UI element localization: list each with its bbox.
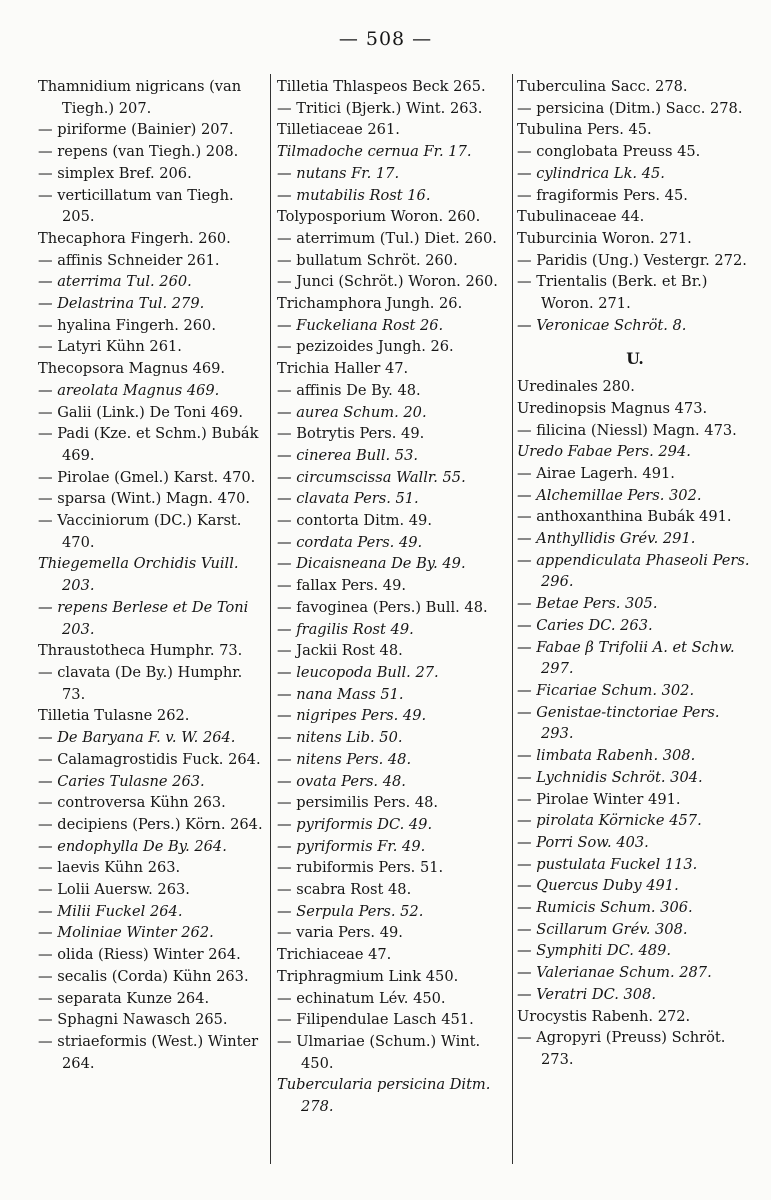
- index-entry-text: — affinis De By. 48.: [277, 381, 421, 399]
- index-entry-text: — sparsa (Wint.) Magn. 470.: [38, 490, 251, 508]
- index-entry-text: — nana Mass 51.: [277, 685, 404, 703]
- index-entry-text: — favoginea (Pers.) Bull. 48.: [277, 598, 488, 616]
- index-entry: [517, 615, 753, 637]
- index-entry-text: — circumscissa Wallr. 55.: [277, 468, 466, 486]
- index-entry: [38, 771, 264, 793]
- index-entry-text: Thecaphora Fingerh. 260.: [38, 229, 231, 247]
- index-entry-text: — fallax Pers. 49.: [277, 577, 406, 595]
- index-entry: [277, 553, 509, 575]
- index-entry-text: — verticillatum van Tiegh. 205.: [38, 186, 234, 226]
- index-entry-text: — pyriformis DC. 49.: [277, 815, 433, 833]
- index-entry-text: — appendiculata Phaseoli Pers. 296.: [517, 551, 750, 591]
- index-entry: [277, 662, 509, 684]
- index-entry: [517, 1027, 753, 1070]
- index-column-3: [517, 76, 753, 1071]
- index-entry-text: Trichiaceae 47.: [277, 946, 392, 964]
- index-entry: [38, 488, 264, 510]
- index-entry: [38, 901, 264, 923]
- index-entry: [277, 640, 509, 662]
- index-entry-text: Thecopsora Magnus 469.: [38, 360, 226, 378]
- index-entry: [277, 250, 509, 272]
- index-entry-text: — Caries DC. 263.: [517, 616, 653, 634]
- index-entry-text: — pirolata Körnicke 457.: [517, 812, 702, 830]
- index-entry: [277, 293, 509, 315]
- index-entry-text: — Airae Lagerh. 491.: [517, 464, 675, 482]
- index-entry: [277, 467, 509, 489]
- index-entry-text: — Lychnidis Schröt. 304.: [517, 768, 703, 786]
- index-entry: [517, 637, 753, 680]
- index-entry-text: — Ficariae Schum. 302.: [517, 681, 695, 699]
- index-entry-text: — Padi (Kze. et Schm.) Bubák 469.: [38, 425, 259, 464]
- index-entry: [517, 854, 753, 876]
- index-entry: [277, 98, 509, 120]
- index-entry-text: — conglobata Preuss 45.: [517, 143, 701, 161]
- index-entry-text: Triphragmium Link 450.: [277, 967, 459, 985]
- index-entry: [277, 749, 509, 771]
- index-entry: [277, 228, 509, 250]
- index-entry: [517, 919, 753, 941]
- index-entry: [277, 336, 509, 358]
- index-entry: [517, 228, 753, 250]
- index-entry: [517, 984, 753, 1006]
- index-entry-text: — Scillarum Grév. 308.: [517, 920, 688, 938]
- index-entry-text: — pustulata Fuckel 113.: [517, 855, 698, 873]
- index-entry-text: Trichia Haller 47.: [277, 360, 409, 378]
- index-entry: [277, 684, 509, 706]
- index-entry-text: — clavata (De By.) Humphr. 73.: [38, 663, 243, 703]
- index-entry-text: — Botrytis Pers. 49.: [277, 425, 425, 443]
- index-entry-text: Tuberculina Sacc. 278.: [517, 78, 688, 95]
- index-entry-text: — scabra Rost 48.: [277, 881, 412, 899]
- index-entry: [277, 119, 509, 141]
- index-entry: [38, 640, 264, 662]
- index-entry-text: — nigripes Pers. 49.: [277, 707, 427, 725]
- index-entry: [517, 485, 753, 507]
- index-entry: [277, 619, 509, 641]
- index-entry-text: — Porri Sow. 403.: [517, 833, 649, 851]
- index-entry-text: Trichamphora Jungh. 26.: [277, 295, 463, 313]
- column-divider: [512, 74, 513, 1164]
- index-entry-text: — bullatum Schröt. 260.: [277, 251, 458, 269]
- index-entry: [38, 336, 264, 358]
- index-entry: [38, 1031, 264, 1074]
- index-entry: [277, 271, 509, 293]
- index-entry: [38, 250, 264, 272]
- index-entry: [38, 467, 264, 489]
- index-entry: [38, 597, 264, 640]
- index-entry: [38, 423, 264, 466]
- index-entry-text: — mutabilis Rost 16.: [277, 186, 431, 204]
- index-entry: [517, 441, 753, 463]
- index-entry-text: — Dicaisneana De By. 49.: [277, 555, 466, 573]
- index-entry: [517, 767, 753, 789]
- index-entry-text: Uredinopsis Magnus 473.: [517, 399, 708, 417]
- index-entry: [517, 962, 753, 984]
- index-entry: [517, 593, 753, 615]
- index-entry: [38, 727, 264, 749]
- index-entry-text: — Betae Pers. 305.: [517, 595, 658, 613]
- index-entry-text: — Latyri Kühn 261.: [38, 338, 182, 356]
- index-entry: [277, 879, 509, 901]
- index-entry-text: — secalis (Corda) Kühn 263.: [38, 967, 249, 985]
- index-entry: [517, 832, 753, 854]
- index-entry: [277, 206, 509, 228]
- section-heading: [517, 348, 753, 370]
- index-entry-text: — filicina (Niessl) Magn. 473.: [517, 421, 737, 439]
- index-entry-text: — Sphagni Nawasch 265.: [38, 1011, 228, 1029]
- index-entry: [517, 163, 753, 185]
- index-entry: [277, 575, 509, 597]
- index-entry-text: — leucopoda Bull. 27.: [277, 663, 439, 681]
- index-entry: [277, 922, 509, 944]
- index-entry-text: U.: [626, 349, 644, 369]
- index-entry: [38, 553, 264, 596]
- index-entry: [277, 76, 509, 98]
- index-entry: [277, 315, 509, 337]
- index-entry: [38, 271, 264, 293]
- index-entry: [517, 420, 753, 442]
- index-entry: [38, 1009, 264, 1031]
- index-entry: [38, 705, 264, 727]
- index-entry-text: — De Baryana F. v. W. 264.: [38, 729, 236, 747]
- index-entry-text: — Ulmariae (Schum.) Wint. 450.: [277, 1032, 481, 1072]
- index-entry-text: — Trientalis (Berk. et Br.) Woron. 271.: [517, 273, 708, 313]
- index-entry: [517, 789, 753, 811]
- index-entry: [277, 185, 509, 207]
- index-entry-text: — nitens Pers. 48.: [277, 750, 412, 768]
- index-entry-text: — repens (van Tiegh.) 208.: [38, 143, 239, 161]
- column-divider: [270, 74, 271, 1164]
- index-entry-text: — controversa Kühn 263.: [38, 794, 226, 812]
- index-entry: [517, 376, 753, 398]
- index-entry: [517, 810, 753, 832]
- index-entry: [517, 528, 753, 550]
- index-entry: [38, 662, 264, 705]
- index-entry-text: Tilmadoche cernua Fr. 17.: [277, 143, 472, 161]
- index-entry-text: — Serpula Pers. 52.: [277, 902, 424, 920]
- index-entry-text: — Genistae-tinctoriae Pers. 293.: [517, 703, 720, 743]
- index-entry: [517, 98, 753, 120]
- index-entry-text: — Delastrina Tul. 279.: [38, 295, 205, 313]
- index-entry-text: — cinerea Bull. 53.: [277, 446, 419, 464]
- index-entry-text: Tubulinaceae 44.: [517, 208, 645, 226]
- index-entry-text: — clavata Pers. 51.: [277, 490, 419, 508]
- index-entry-text: — echinatum Lév. 450.: [277, 989, 446, 1007]
- index-entry-text: — piriforme (Bainier) 207.: [38, 121, 234, 139]
- index-entry: [38, 380, 264, 402]
- index-entry-text: — areolata Magnus 469.: [38, 381, 220, 399]
- index-entry-text: — Fabae β Trifolii A. et Schw. 297.: [517, 638, 735, 678]
- index-entry-text: — cylindrica Lk. 45.: [517, 164, 665, 182]
- index-entry-text: — repens Berlese et De Toni 203.: [38, 598, 249, 638]
- index-entry: [38, 836, 264, 858]
- index-entry-text: — Pirolae (Gmel.) Karst. 470.: [38, 468, 256, 486]
- index-entry: [517, 506, 753, 528]
- index-entry: [517, 702, 753, 745]
- index-entry: [517, 315, 753, 337]
- index-entry-text: — Veronicae Schröt. 8.: [517, 316, 687, 334]
- index-entry-text: — endophylla De By. 264.: [38, 837, 227, 855]
- index-entry-text: Tuburcinia Woron. 271.: [517, 229, 692, 247]
- index-entry: [517, 550, 753, 593]
- index-entry-text: — nitens Lib. 50.: [277, 729, 403, 747]
- index-entry: [517, 463, 753, 485]
- index-entry: [277, 944, 509, 966]
- index-entry: [517, 271, 753, 314]
- index-entry-text: Thamnidium nigricans (van Tiegh.) 207.: [38, 78, 242, 117]
- index-entry-text: Tolyposporium Woron. 260.: [277, 208, 481, 226]
- index-entry-text: — aterrimum (Tul.) Diet. 260.: [277, 229, 497, 247]
- index-entry-text: — Anthyllidis Grév. 291.: [517, 530, 696, 548]
- index-entry-text: — Vacciniorum (DC.) Karst. 470.: [38, 512, 242, 551]
- index-entry-text: — Quercus Duby 491.: [517, 877, 679, 895]
- index-entry: [38, 944, 264, 966]
- index-entry-text: — Junci (Schröt.) Woron. 260.: [277, 273, 498, 291]
- index-entry: [517, 141, 753, 163]
- index-entry: [517, 745, 753, 767]
- index-entry: [277, 857, 509, 879]
- index-entry: [277, 836, 509, 858]
- index-column-2: [277, 76, 509, 1118]
- index-entry-text: — contorta Ditm. 49.: [277, 512, 432, 530]
- index-entry-text: — olida (Riess) Winter 264.: [38, 946, 241, 964]
- index-entry: [38, 510, 264, 553]
- index-entry: [517, 185, 753, 207]
- index-entry: [277, 901, 509, 923]
- index-entry: [517, 875, 753, 897]
- index-entry-text: — rubiformis Pers. 51.: [277, 859, 444, 877]
- index-entry-text: Uredinales 280.: [517, 378, 635, 396]
- index-entry-text: — Filipendulae Lasch 451.: [277, 1011, 474, 1029]
- index-entry: [517, 250, 753, 272]
- index-entry-text: — aterrima Tul. 260.: [38, 273, 192, 291]
- index-entry-text: Thraustotheca Humphr. 73.: [38, 642, 243, 660]
- index-entry-text: Tilletia Tulasne 262.: [38, 707, 190, 725]
- index-entry: [277, 358, 509, 380]
- index-entry: [277, 1074, 509, 1117]
- index-entry: [38, 966, 264, 988]
- index-entry: [38, 76, 264, 119]
- index-entry-text: — aurea Schum. 20.: [277, 403, 427, 421]
- index-entry-text: — pyriformis Fr. 49.: [277, 837, 426, 855]
- index-entry: [277, 163, 509, 185]
- index-entry: [517, 680, 753, 702]
- index-entry-text: — Veratri DC. 308.: [517, 985, 657, 1003]
- index-entry-text: — anthoxanthina Bubák 491.: [517, 508, 732, 526]
- index-entry: [38, 922, 264, 944]
- index-entry-text: — Milii Fuckel 264.: [38, 902, 183, 920]
- index-entry-text: Urocystis Rabenh. 272.: [517, 1007, 691, 1025]
- index-entry: [277, 423, 509, 445]
- index-entry-text: — hyalina Fingerh. 260.: [38, 316, 216, 334]
- index-entry: [277, 771, 509, 793]
- index-entry-text: — Rumicis Schum. 306.: [517, 899, 693, 917]
- index-entry-text: — separata Kunze 264.: [38, 989, 210, 1007]
- page-number: — 508 —: [338, 28, 433, 50]
- index-entry-text: — Pirolae Winter 491.: [517, 790, 681, 808]
- index-entry: [38, 749, 264, 771]
- index-entry-text: — Moliniae Winter 262.: [38, 924, 214, 942]
- index-entry-text: — varia Pers. 49.: [277, 924, 403, 942]
- index-entry-text: — persicina (Ditm.) Sacc. 278.: [517, 99, 743, 117]
- index-entry: [517, 398, 753, 420]
- index-entry-text: Uredo Fabae Pers. 294.: [517, 443, 691, 461]
- index-entry-text: Tubercularia persicina Ditm. 278.: [277, 1076, 491, 1116]
- index-column-1: [38, 76, 264, 1074]
- index-entry: [38, 402, 264, 424]
- index-entry: [38, 315, 264, 337]
- index-entry-text: — Tritici (Bjerk.) Wint. 263.: [277, 99, 483, 117]
- index-entry-text: — cordata Pers. 49.: [277, 533, 423, 551]
- index-entry: [517, 940, 753, 962]
- index-entry-text: — nutans Fr. 17.: [277, 164, 400, 182]
- index-entry-text: — Alchemillae Pers. 302.: [517, 486, 702, 504]
- index-entry: [38, 293, 264, 315]
- index-entry: [277, 792, 509, 814]
- index-entry-text: — Symphiti DC. 489.: [517, 942, 672, 960]
- index-entry: [277, 141, 509, 163]
- index-entry: [277, 445, 509, 467]
- index-entry-text: — fragiformis Pers. 45.: [517, 186, 688, 204]
- index-entry: [38, 857, 264, 879]
- index-entry: [517, 206, 753, 228]
- index-entry: [277, 402, 509, 424]
- index-entry: [38, 879, 264, 901]
- index-entry-text: — limbata Rabenh. 308.: [517, 747, 696, 765]
- index-entry: [38, 185, 264, 228]
- index-entry-text: — affinis Schneider 261.: [38, 251, 220, 269]
- index-entry: [517, 897, 753, 919]
- index-entry-text: — persimilis Pers. 48.: [277, 794, 439, 812]
- index-entry-text: — decipiens (Pers.) Körn. 264.: [38, 815, 263, 833]
- index-entry: [38, 814, 264, 836]
- index-entry-text: Tilletiaceae 261.: [277, 121, 400, 139]
- index-entry-text: Tilletia Thlaspeos Beck 265.: [277, 78, 486, 95]
- index-entry: [38, 141, 264, 163]
- index-entry-text: — ovata Pers. 48.: [277, 772, 406, 790]
- index-entry-text: — Paridis (Ung.) Vestergr. 272.: [517, 251, 747, 269]
- index-entry-text: — laevis Kühn 263.: [38, 859, 181, 877]
- index-entry: [38, 358, 264, 380]
- index-entry-text: Thiegemella Orchidis Vuill. 203.: [38, 555, 239, 595]
- index-entry: [277, 380, 509, 402]
- index-entry-text: Tubulina Pers. 45.: [517, 121, 652, 139]
- index-entry-text: — striaeformis (West.) Winter 264.: [38, 1032, 259, 1072]
- index-entry: [277, 488, 509, 510]
- index-entry: [277, 510, 509, 532]
- index-entry: [277, 1009, 509, 1031]
- index-entry: [517, 1006, 753, 1028]
- index-entry: [277, 1031, 509, 1074]
- index-entry: [38, 119, 264, 141]
- index-entry-text: — simplex Bref. 206.: [38, 164, 192, 182]
- index-entry: [38, 988, 264, 1010]
- index-entry: [517, 76, 753, 98]
- index-entry: [38, 228, 264, 250]
- index-entry: [277, 727, 509, 749]
- index-entry-text: — Valerianae Schum. 287.: [517, 964, 712, 982]
- index-entry: [277, 532, 509, 554]
- index-entry: [277, 966, 509, 988]
- index-entry-text: — Fuckeliana Rost 26.: [277, 316, 444, 334]
- index-entry-text: — Galii (Link.) De Toni 469.: [38, 403, 244, 421]
- index-entry-text: — pezizoides Jungh. 26.: [277, 338, 454, 356]
- index-entry-text: — Calamagrostidis Fuck. 264.: [38, 750, 261, 768]
- index-entry-text: — Lolii Auersw. 263.: [38, 881, 190, 899]
- index-entry-text: — Caries Tulasne 263.: [38, 772, 205, 790]
- index-entry: [277, 597, 509, 619]
- index-entry: [277, 705, 509, 727]
- index-entry-text: — fragilis Rost 49.: [277, 620, 414, 638]
- index-entry: [38, 792, 264, 814]
- index-entry: [38, 163, 264, 185]
- index-entry-text: — Jackii Rost 48.: [277, 642, 403, 660]
- index-entry: [277, 814, 509, 836]
- index-entry: [517, 119, 753, 141]
- index-entry: [277, 988, 509, 1010]
- index-entry-text: — Agropyri (Preuss) Schröt. 273.: [517, 1029, 726, 1068]
